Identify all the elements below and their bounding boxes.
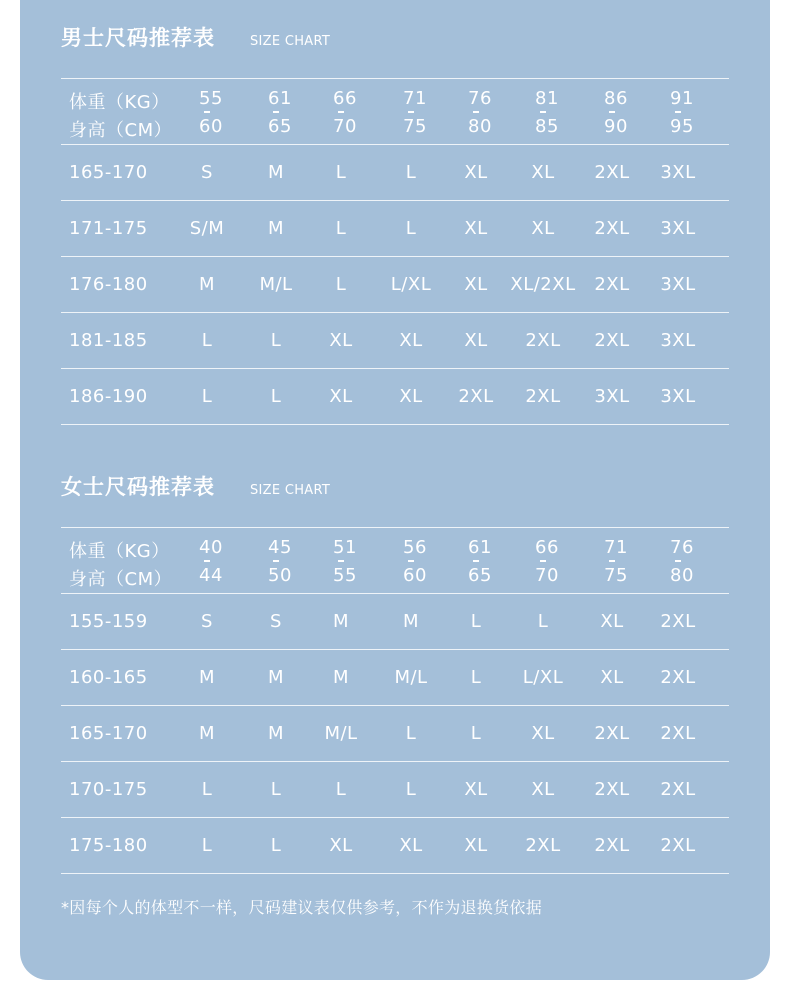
height-range: 160-165 — [69, 667, 148, 688]
height-range: 175-180 — [69, 835, 148, 856]
size-cell: L — [201, 386, 213, 407]
table-row — [61, 369, 729, 425]
weight-range-to: 75 — [604, 565, 628, 586]
weight-range-from: 56 — [403, 537, 427, 558]
size-cell: 2XL — [594, 330, 630, 351]
weight-range-from: 76 — [468, 88, 492, 109]
weight-range-to: 50 — [268, 565, 292, 586]
weight-range-dash — [408, 111, 414, 113]
table-row — [61, 313, 729, 369]
women-section-title — [61, 471, 729, 505]
size-cell: L — [270, 835, 282, 856]
size-cell: 2XL — [660, 779, 696, 800]
size-cell: 2XL — [594, 779, 630, 800]
size-cell: S — [201, 611, 213, 632]
weight-range-to: 65 — [468, 565, 492, 586]
size-cell: L — [270, 779, 282, 800]
size-cell: L — [270, 330, 282, 351]
weight-range-from: 40 — [199, 537, 223, 558]
size-cell: 2XL — [594, 162, 630, 183]
table-row — [61, 257, 729, 313]
weight-range-from: 71 — [604, 537, 628, 558]
size-cell: 2XL — [660, 611, 696, 632]
men-header-row — [61, 79, 729, 145]
weight-range-from: 61 — [268, 88, 292, 109]
table-row — [61, 762, 729, 818]
size-cell: L — [405, 218, 417, 239]
size-cell: L — [470, 723, 482, 744]
weight-range-to: 85 — [535, 116, 559, 137]
size-cell: L — [335, 162, 347, 183]
table-row — [61, 145, 729, 201]
table-row — [61, 650, 729, 706]
weight-range-from: 45 — [268, 537, 292, 558]
size-cell: 2XL — [660, 667, 696, 688]
table-row — [61, 706, 729, 762]
weight-range-dash — [204, 560, 210, 562]
size-cell: L — [201, 835, 213, 856]
women-size-table — [61, 527, 729, 874]
size-cell: 3XL — [660, 330, 696, 351]
weight-range-dash — [338, 111, 344, 113]
weight-range-dash — [204, 111, 210, 113]
size-cell: 3XL — [660, 218, 696, 239]
weight-range-from: 66 — [535, 537, 559, 558]
size-cell: XL — [464, 274, 488, 295]
table-row — [61, 818, 729, 874]
height-range: 155-159 — [69, 611, 148, 632]
weight-range-dash — [273, 560, 279, 562]
women-header-row — [61, 528, 729, 594]
weight-range-to: 70 — [535, 565, 559, 586]
men-size-table — [61, 78, 729, 425]
size-cell: M/L — [394, 667, 428, 688]
weight-header-label: 体重（KG） — [69, 92, 170, 113]
height-range: 171-175 — [69, 218, 148, 239]
size-cell: XL — [464, 162, 488, 183]
size-cell: XL — [329, 386, 353, 407]
size-cell: 2XL — [594, 835, 630, 856]
size-cell: XL — [464, 835, 488, 856]
weight-range-to: 70 — [333, 116, 357, 137]
size-cell: L/XL — [522, 667, 564, 688]
size-cell: XL — [531, 162, 555, 183]
height-range: 165-170 — [69, 162, 148, 183]
size-cell: XL — [329, 835, 353, 856]
size-cell: M/L — [259, 274, 293, 295]
size-cell: L — [405, 779, 417, 800]
weight-range-to: 90 — [604, 116, 628, 137]
height-range: 181-185 — [69, 330, 148, 351]
men-title: 男士尺码推荐表 — [61, 26, 215, 50]
size-cell: XL — [464, 218, 488, 239]
weight-range-to: 80 — [468, 116, 492, 137]
weight-range-dash — [408, 560, 414, 562]
weight-range-dash — [473, 111, 479, 113]
size-cell: XL — [329, 330, 353, 351]
weight-range-from: 66 — [333, 88, 357, 109]
size-cell: L — [470, 611, 482, 632]
weight-range-from: 76 — [670, 537, 694, 558]
men-size-section — [61, 22, 729, 407]
size-cell: M — [332, 667, 350, 688]
weight-range-from: 61 — [468, 537, 492, 558]
size-cell: M — [198, 667, 216, 688]
size-cell: 2XL — [525, 835, 561, 856]
size-cell: 2XL — [594, 723, 630, 744]
weight-range-from: 55 — [199, 88, 223, 109]
size-cell: XL — [531, 723, 555, 744]
size-cell: L/XL — [390, 274, 432, 295]
women-title: 女士尺码推荐表 — [61, 475, 215, 499]
weight-range-dash — [609, 111, 615, 113]
weight-range-to: 60 — [403, 565, 427, 586]
size-cell: M/L — [324, 723, 358, 744]
height-header-label: 身高（CM） — [69, 120, 173, 141]
size-cell: L — [470, 667, 482, 688]
size-cell: L — [201, 779, 213, 800]
size-cell: L — [201, 330, 213, 351]
size-cell: 2XL — [525, 386, 561, 407]
weight-range-to: 75 — [403, 116, 427, 137]
size-cell: XL — [600, 667, 624, 688]
disclaimer-note: *因每个人的体型不一样，尺码建议表仅供参考，不作为退换货依据 — [61, 898, 543, 917]
weight-range-dash — [540, 560, 546, 562]
weight-range-from: 51 — [333, 537, 357, 558]
size-cell: XL — [399, 835, 423, 856]
height-header-label: 身高（CM） — [69, 569, 173, 590]
weight-range-dash — [675, 111, 681, 113]
women-subtitle: SIZE CHART — [250, 483, 331, 498]
size-cell: XL — [399, 330, 423, 351]
weight-range-to: 65 — [268, 116, 292, 137]
weight-range-to: 80 — [670, 565, 694, 586]
size-cell: 2XL — [660, 835, 696, 856]
size-cell: 2XL — [525, 330, 561, 351]
table-row — [61, 201, 729, 257]
height-range: 165-170 — [69, 723, 148, 744]
size-cell: XL — [464, 779, 488, 800]
size-cell: XL/2XL — [510, 274, 576, 295]
size-cell: 2XL — [660, 723, 696, 744]
size-cell: 3XL — [660, 162, 696, 183]
size-cell: L — [537, 611, 549, 632]
weight-range-from: 86 — [604, 88, 628, 109]
weight-header-label: 体重（KG） — [69, 541, 170, 562]
size-cell: 3XL — [660, 274, 696, 295]
weight-range-to: 60 — [199, 116, 223, 137]
weight-range-from: 81 — [535, 88, 559, 109]
table-row — [61, 594, 729, 650]
size-cell: XL — [531, 218, 555, 239]
size-cell: XL — [464, 330, 488, 351]
size-cell: M — [267, 667, 285, 688]
size-cell: L — [405, 162, 417, 183]
size-cell: L — [335, 779, 347, 800]
size-cell: M — [198, 274, 216, 295]
weight-range-dash — [675, 560, 681, 562]
size-cell: XL — [399, 386, 423, 407]
height-range: 170-175 — [69, 779, 148, 800]
size-cell: M — [267, 218, 285, 239]
size-cell: 2XL — [594, 274, 630, 295]
weight-range-dash — [273, 111, 279, 113]
weight-range-to: 55 — [333, 565, 357, 586]
size-cell: M — [198, 723, 216, 744]
size-cell: L — [270, 386, 282, 407]
size-cell: M — [402, 611, 420, 632]
size-cell: 3XL — [594, 386, 630, 407]
height-range: 176-180 — [69, 274, 148, 295]
men-subtitle: SIZE CHART — [250, 34, 331, 49]
size-cell: XL — [531, 779, 555, 800]
size-cell: S/M — [189, 218, 225, 239]
size-cell: L — [335, 218, 347, 239]
men-section-title — [61, 22, 729, 56]
size-cell: S — [201, 162, 213, 183]
height-range: 186-190 — [69, 386, 148, 407]
weight-range-dash — [540, 111, 546, 113]
size-cell: 2XL — [458, 386, 494, 407]
size-cell: 3XL — [660, 386, 696, 407]
women-size-section — [61, 471, 729, 856]
size-cell: M — [267, 723, 285, 744]
weight-range-dash — [338, 560, 344, 562]
weight-range-from: 71 — [403, 88, 427, 109]
weight-range-from: 91 — [670, 88, 694, 109]
size-cell: L — [335, 274, 347, 295]
size-cell: 2XL — [594, 218, 630, 239]
weight-range-dash — [473, 560, 479, 562]
size-cell: M — [267, 162, 285, 183]
size-cell: S — [270, 611, 282, 632]
weight-range-dash — [609, 560, 615, 562]
weight-range-to: 95 — [670, 116, 694, 137]
size-cell: L — [405, 723, 417, 744]
size-cell: XL — [600, 611, 624, 632]
size-cell: M — [332, 611, 350, 632]
weight-range-to: 44 — [199, 565, 223, 586]
